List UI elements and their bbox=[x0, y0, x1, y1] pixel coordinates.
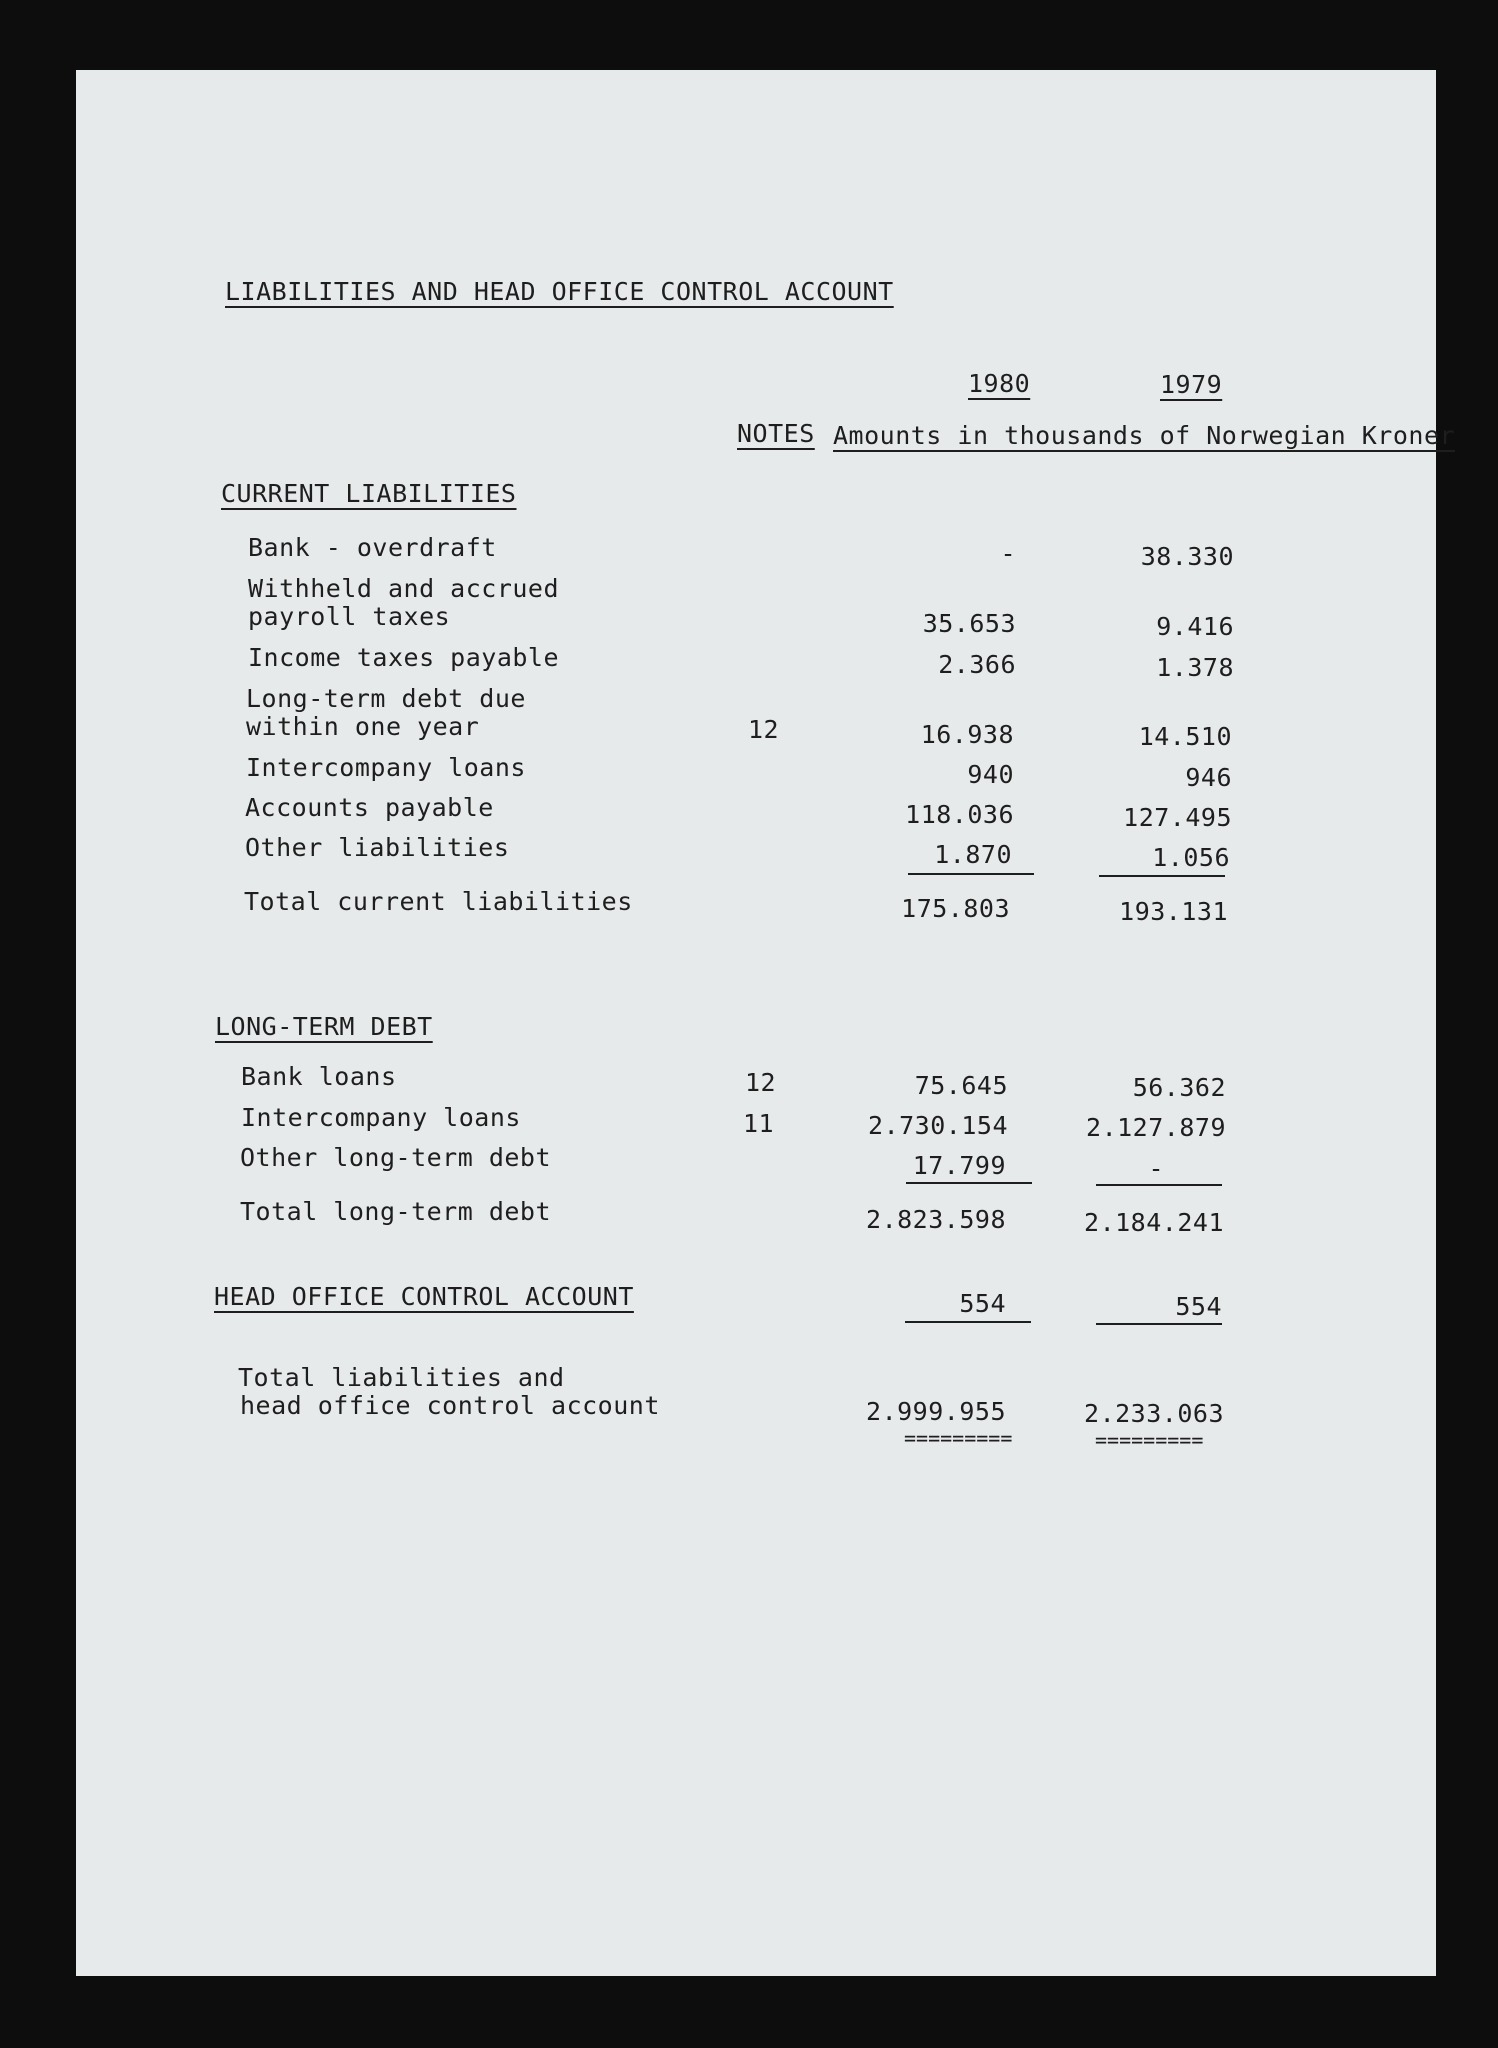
value-1980: - bbox=[1000, 539, 1016, 568]
row-label: Accounts payable bbox=[245, 793, 494, 822]
row-label: Income taxes payable bbox=[248, 643, 560, 672]
row-label: Other liabilities bbox=[245, 833, 510, 862]
double-rule-1980: ========= bbox=[904, 1426, 1013, 1450]
row-label: Bank - overdraft bbox=[248, 533, 497, 562]
note-ref: 12 bbox=[748, 715, 780, 744]
value-1980: 17.799 bbox=[912, 1151, 1006, 1180]
value-1979: 127.495 bbox=[1123, 803, 1232, 832]
row-label: Long-term debt due bbox=[246, 684, 526, 713]
value-1980: 35.653 bbox=[922, 609, 1016, 638]
document-title: LIABILITIES AND HEAD OFFICE CONTROL ACCOUNT bbox=[225, 277, 894, 306]
value-1980: 75.645 bbox=[914, 1071, 1008, 1100]
grand-total-label-line2: head office control account bbox=[240, 1391, 660, 1420]
row-label: Withheld and accrued bbox=[248, 574, 560, 603]
head-office-1980: 554 bbox=[959, 1289, 1006, 1318]
value-1980: 16.938 bbox=[920, 720, 1014, 749]
total-1980: 175.803 bbox=[901, 894, 1010, 923]
grand-total-1979: 2.233.063 bbox=[1084, 1399, 1224, 1428]
note-ref: 12 bbox=[745, 1068, 777, 1097]
subtotal-rule-1980 bbox=[905, 1321, 1031, 1323]
value-1979: 38.330 bbox=[1140, 542, 1234, 571]
year-1980-header: 1980 bbox=[968, 369, 1031, 398]
value-1979: 1.056 bbox=[1152, 843, 1230, 872]
value-1979: 2.127.879 bbox=[1086, 1113, 1226, 1142]
total-label: Total long-term debt bbox=[240, 1197, 552, 1226]
long-term-debt-heading: LONG-TERM DEBT bbox=[215, 1012, 433, 1041]
current-liabilities-heading: CURRENT LIABILITIES bbox=[221, 479, 517, 508]
subtotal-rule-1979 bbox=[1096, 1184, 1222, 1186]
grand-total-label: Total liabilities and bbox=[238, 1363, 565, 1392]
value-1980: 1.870 bbox=[934, 840, 1012, 869]
value-1979: 946 bbox=[1185, 763, 1232, 792]
subtotal-rule-1980 bbox=[908, 873, 1034, 875]
double-rule-1979: ========= bbox=[1095, 1428, 1204, 1452]
document-page bbox=[76, 70, 1456, 1976]
value-1980: 118.036 bbox=[905, 800, 1014, 829]
year-1979-header: 1979 bbox=[1160, 370, 1223, 399]
row-label-line2: within one year bbox=[246, 712, 480, 741]
row-label: Bank loans bbox=[241, 1062, 397, 1091]
total-1980: 2.823.598 bbox=[866, 1205, 1006, 1234]
notes-header: NOTES bbox=[737, 419, 815, 448]
subtotal-rule-1980 bbox=[906, 1182, 1032, 1184]
row-label-line2: payroll taxes bbox=[248, 602, 451, 631]
amounts-header: Amounts in thousands of Norwegian Kroner bbox=[833, 421, 1456, 450]
row-label: Other long-term debt bbox=[240, 1143, 552, 1172]
value-1979: 14.510 bbox=[1138, 722, 1232, 751]
grand-total-1980: 2.999.955 bbox=[866, 1397, 1006, 1426]
value-1979: - bbox=[1148, 1154, 1164, 1183]
head-office-heading: HEAD OFFICE CONTROL ACCOUNT bbox=[214, 1282, 634, 1311]
row-label: Intercompany loans bbox=[246, 753, 526, 782]
subtotal-rule-1979 bbox=[1099, 875, 1225, 877]
subtotal-rule-1979 bbox=[1096, 1323, 1222, 1325]
note-ref: 11 bbox=[743, 1109, 775, 1138]
value-1980: 2.366 bbox=[938, 650, 1016, 679]
total-1979: 193.131 bbox=[1119, 897, 1228, 926]
total-1979: 2.184.241 bbox=[1084, 1208, 1224, 1237]
value-1979: 1.378 bbox=[1156, 653, 1234, 682]
row-label: Intercompany loans bbox=[241, 1103, 521, 1132]
value-1980: 940 bbox=[967, 760, 1014, 789]
value-1980: 2.730.154 bbox=[868, 1111, 1008, 1140]
value-1979: 9.416 bbox=[1156, 612, 1234, 641]
value-1979: 56.362 bbox=[1132, 1073, 1226, 1102]
total-label: Total current liabilities bbox=[244, 887, 633, 916]
head-office-1979: 554 bbox=[1175, 1292, 1222, 1321]
